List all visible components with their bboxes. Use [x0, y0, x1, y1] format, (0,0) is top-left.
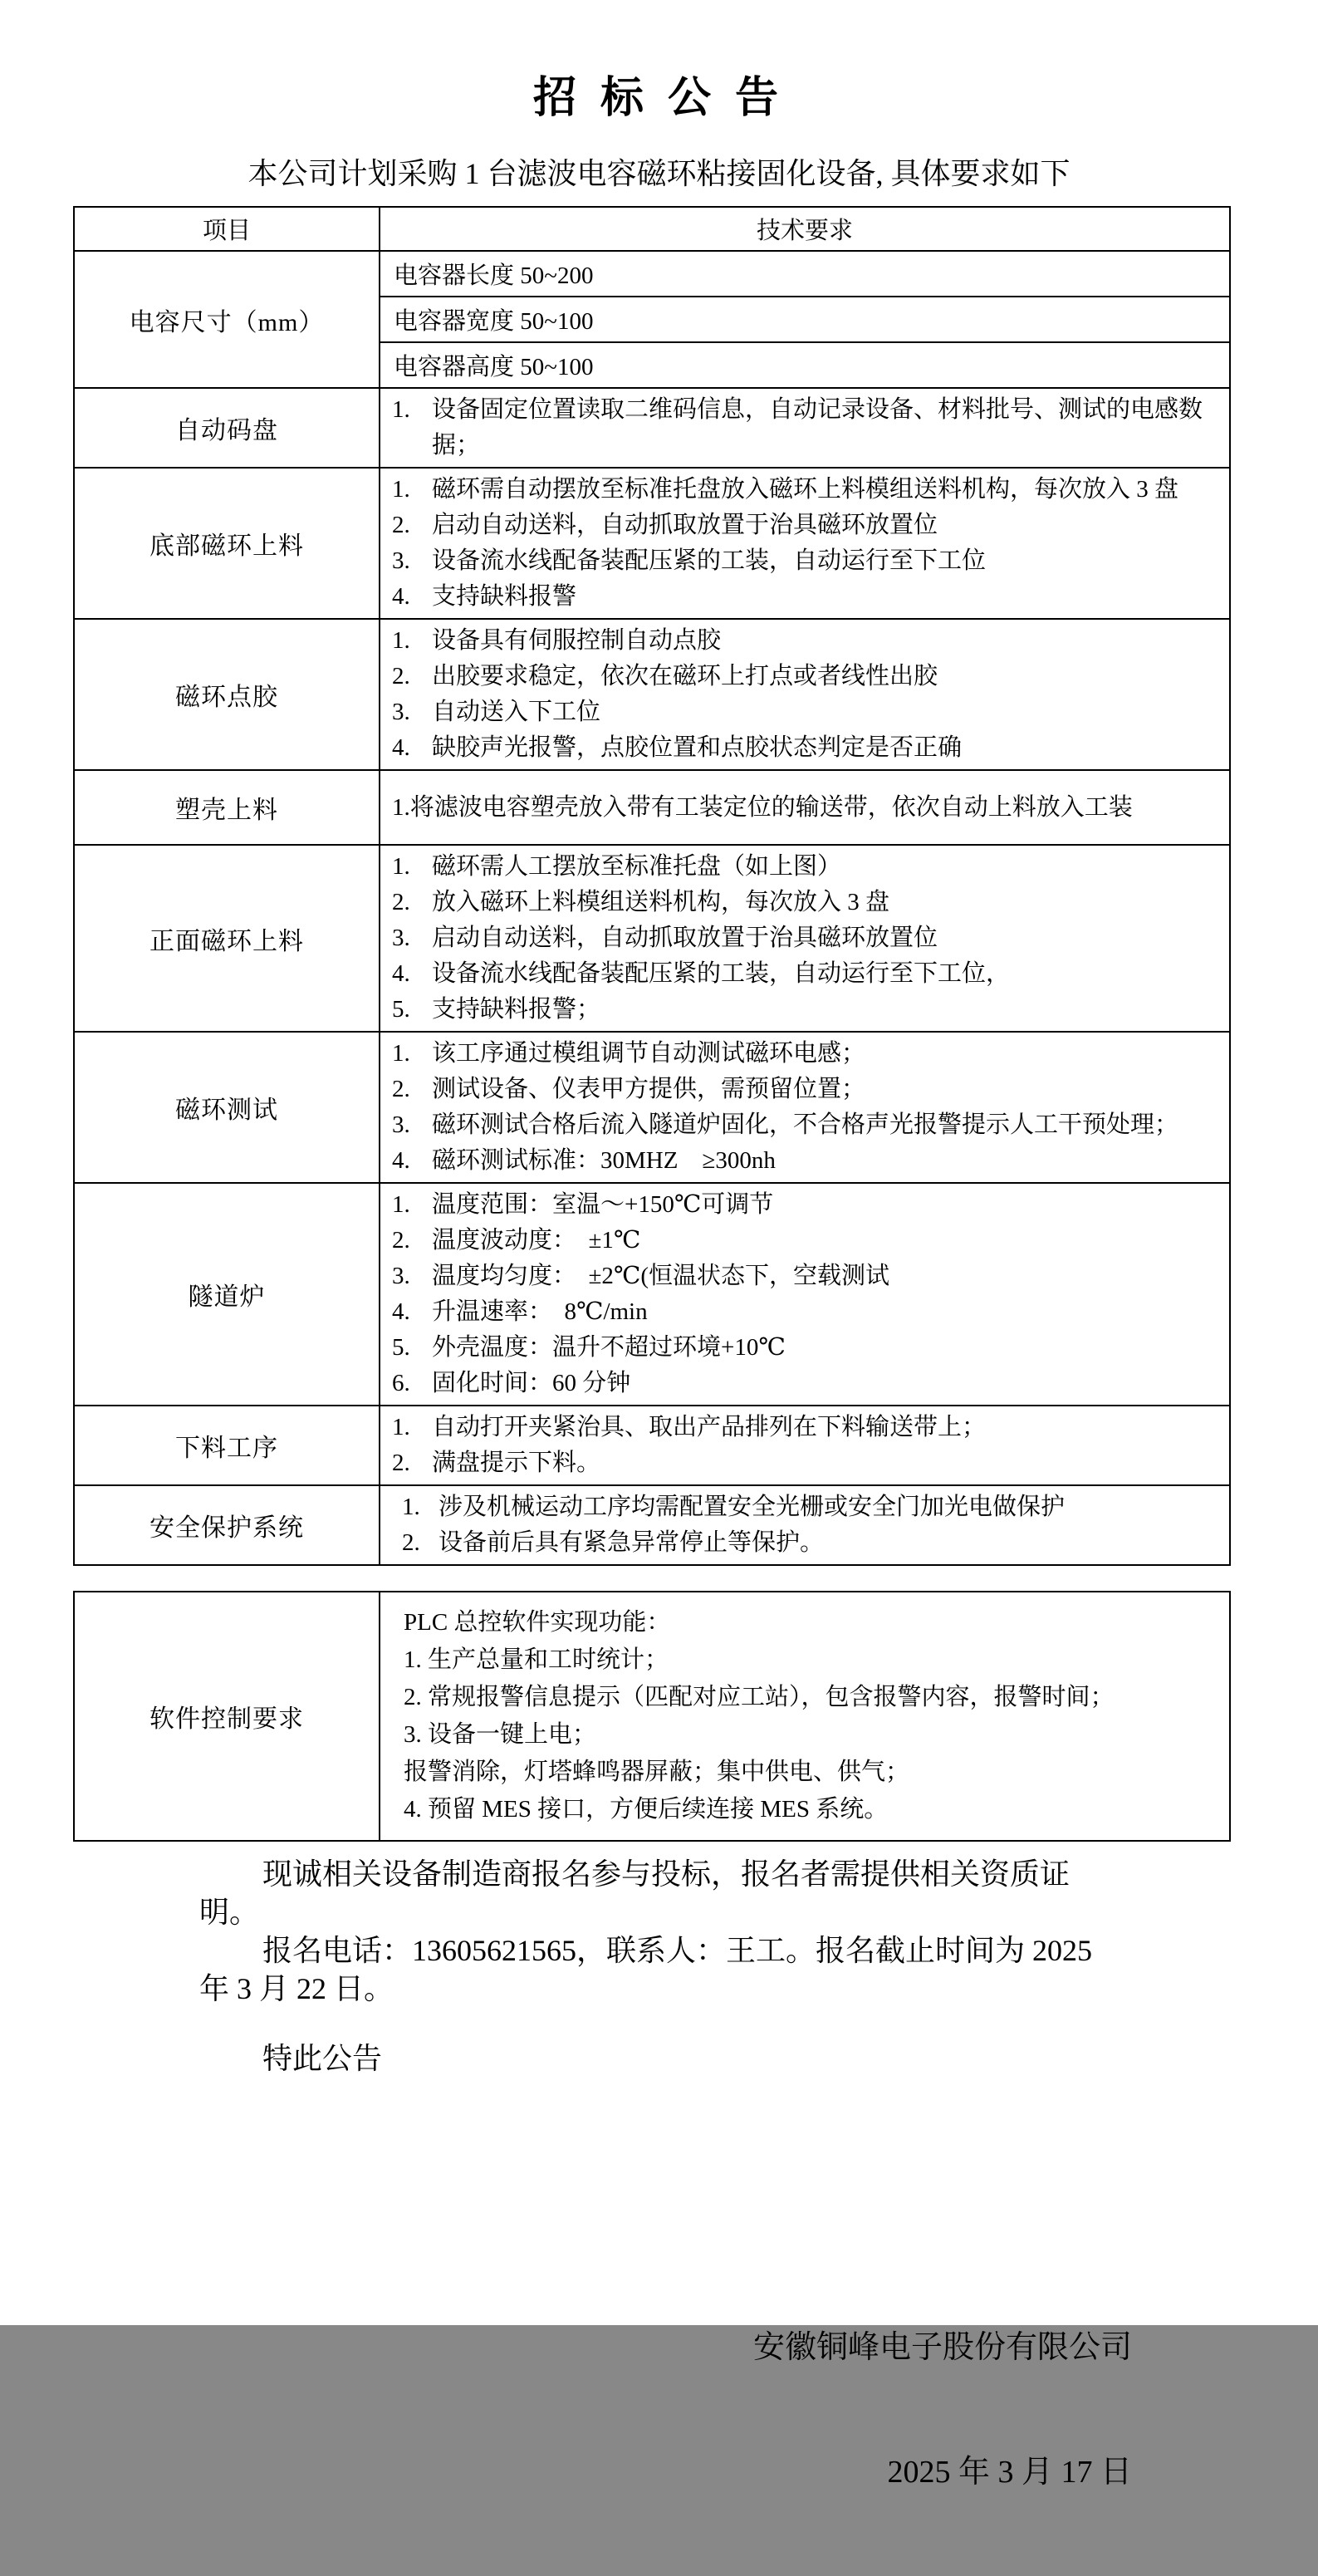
list-number: 2. [392, 889, 410, 915]
list-number: 3. [392, 925, 410, 951]
list-number: 4. [392, 960, 410, 987]
intro-text: 本公司计划采购 1 台滤波电容磁环粘接固化设备, 具体要求如下 [247, 157, 1071, 190]
list-item [392, 992, 1221, 1028]
list-item [392, 1187, 1221, 1223]
list-number: 3. [392, 699, 410, 725]
list-number: 3. [392, 1263, 410, 1289]
list-item [392, 730, 1221, 766]
list-number: 2. [402, 1529, 420, 1556]
list-text: 磁环测试标准：30MHZ ≥300nh [432, 1147, 776, 1174]
list-text: 设备固定位置读取二维码信息，自动记录设备、材料批号、测试的电感数据； [432, 396, 1203, 459]
list-text: 外壳温度：温升不超过环境+10℃ [432, 1334, 786, 1361]
list-text: 放入磁环上料模组送料机构，每次放入 3 盘 [432, 889, 890, 915]
list-text: 固化时间：60 分钟 [432, 1370, 631, 1396]
list-number: 6. [392, 1370, 410, 1396]
list-item [402, 1525, 1221, 1561]
list-number: 1. [392, 476, 410, 503]
row-label-front-feed: 正面磁环上料 [74, 845, 380, 1032]
list-text: 该工序通过模组调节自动测试磁环电感； [432, 1040, 866, 1067]
list-item [392, 1072, 1221, 1107]
list-text: 温度范围：室温～+150℃可调节 [432, 1191, 774, 1218]
list-text: 温度波动度： ±1℃ [432, 1227, 641, 1254]
list-text: 报警消除，灯塔蜂鸣器屏蔽；集中供电、供气； [404, 1759, 910, 1785]
list-item [392, 623, 1221, 659]
closing-paragraphs [199, 1855, 1163, 2078]
row-label-software: 软件控制要求 [74, 1592, 380, 1841]
list-text: 启动自动送料，自动抓取放置于治具磁环放置位 [432, 925, 938, 951]
list-item [392, 694, 1221, 730]
list-number: 2. [392, 512, 410, 538]
list-number: 2. [392, 1450, 410, 1476]
list-text: 设备具有伺服控制自动点胶 [432, 627, 722, 654]
closing-line: 报名电话：13605621565，联系人：王工。报名截止时间为 2025 [262, 1934, 1093, 1967]
ring-test-requirements [380, 1032, 1230, 1183]
list-item [392, 1445, 1221, 1481]
list-item [392, 1410, 1221, 1445]
list-text: 4. 预留 MES 接口，方便后续连接 MES 系统。 [404, 1796, 889, 1823]
table-row-unload [74, 1406, 1230, 1485]
list-text: PLC 总控软件实现功能： [404, 1609, 671, 1636]
table-row-ring-test [74, 1032, 1230, 1183]
row-label-unload: 下料工序 [74, 1406, 380, 1485]
row-label-glue: 磁环点胶 [74, 619, 380, 770]
row-label-tunnel: 隧道炉 [74, 1183, 380, 1406]
list-number: 1. [392, 1040, 410, 1067]
list-item [392, 1107, 1221, 1143]
table-row-tunnel [74, 1183, 1230, 1406]
list-number: 5. [392, 1334, 410, 1361]
list-item [392, 508, 1221, 543]
list-text: 1. 生产总量和工时统计； [404, 1646, 669, 1673]
row-label-bottom-feed: 底部磁环上料 [74, 468, 380, 619]
list-number: 1. [392, 853, 410, 880]
list-number: 3. [392, 1111, 410, 1138]
software-requirements [380, 1592, 1230, 1841]
list-text: 1.将滤波电容塑壳放入带有工装定位的输送带，依次自动上料放入工装 [392, 793, 1133, 821]
list-text: 磁环测试合格后流入隧道炉固化，不合格声光报警提示人工干预处理； [432, 1111, 1179, 1138]
row-label-shell-feed: 塑壳上料 [74, 770, 380, 845]
column-header-requirement: 技术要求 [380, 207, 1230, 251]
list-text: 支持缺料报警； [432, 996, 601, 1023]
cap-size-length: 电容器长度 50~200 [380, 251, 1230, 297]
list-number: 1. [392, 1191, 410, 1218]
table-header-row [74, 207, 1230, 251]
row-label-auto-plate: 自动码盘 [74, 388, 380, 468]
list-text: 支持缺料报警 [432, 583, 577, 610]
list-text: 温度均匀度： ±2℃(恒温状态下，空载测试 [432, 1263, 890, 1289]
list-number: 1. [392, 396, 410, 423]
auto-plate-requirements [380, 388, 1230, 468]
page-title: 招 标 公 告 [532, 75, 785, 122]
list-number: 1. [392, 1414, 410, 1440]
list-item [402, 1489, 1221, 1525]
column-header-item: 项目 [74, 207, 380, 251]
list-item [392, 1223, 1221, 1259]
closing-line: 年 3 月 22 日。 [199, 1972, 394, 2005]
list-item [392, 885, 1221, 920]
list-text: 满盘提示下料。 [432, 1450, 601, 1476]
announcement-date: 2025 年 3 月 17 日 [887, 2455, 1132, 2490]
list-item [392, 920, 1221, 956]
list-text: 3. 设备一键上电； [404, 1721, 597, 1748]
shell-feed-requirements [380, 770, 1230, 845]
table-row-cap-size [74, 251, 1230, 297]
table-row-auto-plate [74, 388, 1230, 468]
list-text: 出胶要求稳定，依次在磁环上打点或者线性出胶 [432, 663, 938, 689]
safety-requirements [380, 1485, 1230, 1565]
signature-block [0, 2244, 1318, 2576]
list-item [392, 849, 1221, 885]
list-number: 4. [392, 1147, 410, 1174]
row-label-safety: 安全保护系统 [74, 1485, 380, 1565]
list-item [392, 956, 1221, 992]
list-text: 设备前后具有紧急异常停止等保护。 [439, 1529, 825, 1556]
list-item [392, 1259, 1221, 1294]
list-number: 4. [392, 1298, 410, 1325]
list-text: 自动送入下工位 [432, 699, 601, 725]
list-number: 2. [392, 1076, 410, 1102]
glue-requirements [380, 619, 1230, 770]
list-number: 4. [392, 583, 410, 610]
table-row-glue [74, 619, 1230, 770]
list-number: 1. [392, 627, 410, 654]
list-number: 3. [392, 547, 410, 574]
table-row-safety [74, 1485, 1230, 1565]
closing-line: 明。 [199, 1896, 260, 1929]
list-item [392, 659, 1221, 694]
row-label-cap-size: 电容尺寸（mm） [74, 251, 380, 388]
company-name: 安徽铜峰电子股份有限公司 [752, 2330, 1132, 2365]
closing-line: 现诚相关设备制造商报名参与投标，报名者需提供相关资质证 [262, 1857, 1071, 1891]
list-text: 设备流水线配备装配压紧的工装，自动运行至下工位 [432, 547, 987, 574]
list-item [392, 472, 1221, 508]
list-item [392, 392, 1221, 464]
list-text: 缺胶声光报警，点胶位置和点胶状态判定是否正确 [432, 734, 963, 761]
list-text: 测试设备、仪表甲方提供，需预留位置； [432, 1076, 866, 1102]
list-text: 升温速率： 8℃/min [432, 1298, 648, 1325]
table-row-software [74, 1592, 1230, 1841]
list-text: 磁环需人工摆放至标准托盘（如上图） [432, 853, 842, 880]
table-row-bottom-feed [74, 468, 1230, 619]
list-text: 设备流水线配备装配压紧的工装，自动运行至下工位， [432, 960, 1011, 987]
list-text: 磁环需自动摆放至标准托盘放入磁环上料模组送料机构，每次放入 3 盘 [432, 476, 1179, 503]
list-item [392, 1036, 1221, 1072]
requirements-table [73, 206, 1231, 1566]
list-number: 2. [392, 663, 410, 689]
cap-size-height: 电容器高度 50~100 [380, 342, 1230, 388]
list-item [392, 1143, 1221, 1179]
list-text: 涉及机械运动工序均需配置安全光栅或安全门加光电做保护 [439, 1494, 1066, 1520]
list-number: 4. [392, 734, 410, 761]
list-number: 1. [402, 1494, 420, 1520]
list-item [392, 1330, 1221, 1366]
unload-requirements [380, 1406, 1230, 1485]
list-number: 2. [392, 1227, 410, 1254]
list-text: 自动打开夹紧治具、取出产品排列在下料输送带上； [432, 1414, 987, 1440]
tunnel-requirements [380, 1183, 1230, 1406]
front-feed-requirements [380, 845, 1230, 1032]
list-text: 2. 常规报警信息提示（匹配对应工站），包含报警内容，报警时间； [404, 1684, 1115, 1710]
table-row-shell-feed [74, 770, 1230, 845]
list-item [392, 1366, 1221, 1401]
cap-size-width: 电容器宽度 50~100 [380, 297, 1230, 342]
row-label-ring-test: 磁环测试 [74, 1032, 380, 1183]
list-item [392, 1294, 1221, 1330]
software-control-table [73, 1591, 1231, 1842]
list-number: 5. [392, 996, 410, 1023]
list-item [392, 543, 1221, 579]
table-row-front-feed [74, 845, 1230, 1032]
bottom-feed-requirements [380, 468, 1230, 619]
list-text: 启动自动送料，自动抓取放置于治具磁环放置位 [432, 512, 938, 538]
notice-line: 特此公告 [262, 2042, 383, 2075]
list-item [392, 579, 1221, 615]
